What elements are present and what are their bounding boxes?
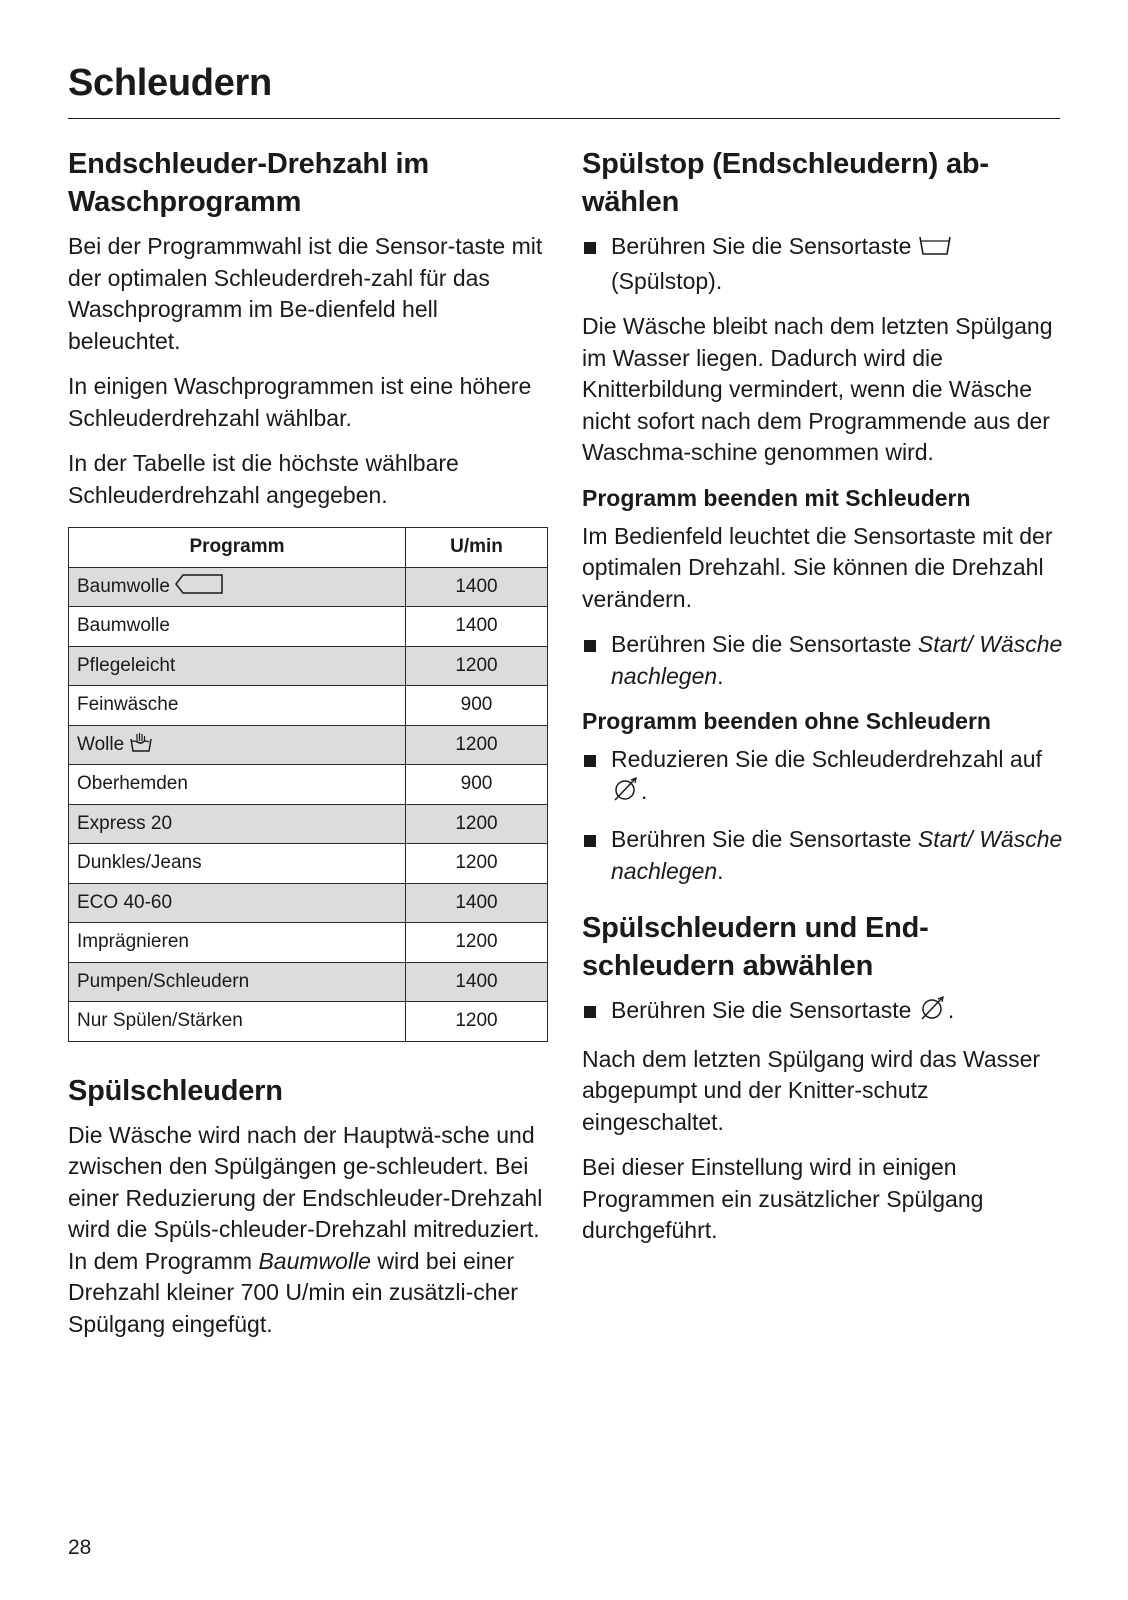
- rpm-value: 1400: [406, 567, 548, 607]
- paragraph: In einigen Waschprogrammen ist eine höhere Schleuderdrehzahl wählbar.: [68, 373, 532, 431]
- table-row: [69, 923, 548, 963]
- rpm-value: 1400: [406, 962, 548, 1002]
- table-row: [69, 607, 548, 647]
- bullet-square-icon: [584, 1006, 596, 1018]
- program-name: Feinwäsche: [69, 686, 406, 726]
- program-name: Imprägnieren: [69, 923, 406, 963]
- paragraph: Die Wäsche wird nach der Hauptwä-sche und zwischen den Spülgängen ge-schleudert. Bei einer Reduzierung der Endschleuder-Drehzahl wird die Spüls-chleuder-Drehzahl mitreduziert. In dem Programm Baumwolle wird bei einer Drehzahl kleiner 700 U/min ein zusätzli-cher Spülgang eingefügt.: [68, 1121, 543, 1337]
- rpm-value: 900: [406, 765, 548, 805]
- rinse-hold-icon: [918, 233, 952, 266]
- table-row: [69, 765, 548, 805]
- page-number: 28: [68, 1536, 92, 1559]
- rpm-value: 1200: [406, 804, 548, 844]
- table-row: [69, 844, 548, 884]
- instruction-bullet: Reduzieren Sie die Schleuderdrehzahl auf .: [582, 744, 1064, 810]
- rpm-value: 1200: [406, 725, 548, 765]
- right-column: [582, 145, 1064, 1261]
- no-spin-icon: [918, 995, 948, 1030]
- program-name: Dunkles/Jeans: [69, 844, 406, 884]
- section-heading-spuelschleudern: Spülschleudern: [68, 1074, 283, 1107]
- instruction-bullet: Berühren Sie die Sensortaste Start/ Wäsche nachlegen.: [582, 824, 1064, 887]
- program-name: Wolle: [77, 733, 125, 755]
- section-heading-spuelstop: Spülstop (Endschleudern) ab- wählen: [582, 148, 989, 218]
- program-name: Express 20: [69, 804, 406, 844]
- program-name: Baumwolle: [77, 575, 170, 597]
- paragraph: In der Tabelle ist die höchste wählbare Schleuderdrehzahl angegeben.: [68, 450, 459, 508]
- rpm-value: 900: [406, 686, 548, 726]
- paragraph: Bei der Programmwahl ist die Sensor-taste mit der optimalen Schleuderdreh-zahl für das Waschprogramm im Be-dienfeld hell beleuchtet.: [68, 233, 543, 354]
- program-name: Baumwolle: [69, 607, 406, 647]
- instruction-bullet: Berühren Sie die Sensortaste Start/ Wäsche nachlegen.: [582, 629, 1064, 692]
- rpm-value: 1200: [406, 923, 548, 963]
- bullet-square-icon: [584, 640, 596, 652]
- table-row: [69, 725, 548, 765]
- table-row: [69, 883, 548, 923]
- spin-speed-table: [68, 527, 548, 1042]
- section-heading-endschleuder: Endschleuder-Drehzahl im Waschprogramm: [68, 148, 429, 218]
- rpm-value: 1200: [406, 646, 548, 686]
- paragraph: Im Bedienfeld leuchtet die Sensortaste mit der optimalen Drehzahl. Sie können die Drehzahl verändern.: [582, 522, 1053, 612]
- bullet-square-icon: [584, 835, 596, 847]
- paragraph: Die Wäsche bleibt nach dem letzten Spülgang im Wasser liegen. Dadurch wird die Knitterbildung vermindert, wenn die Wäsche nicht sofort nach dem Programmende aus der Waschma-schine genommen wird.: [582, 313, 1053, 465]
- paragraph: Bei dieser Einstellung wird in einigen Programmen ein zusätzlicher Spülgang durchgeführt.: [582, 1154, 984, 1243]
- table-row: [69, 1002, 548, 1042]
- left-column: [68, 145, 548, 1354]
- table-row: [69, 804, 548, 844]
- program-name: Pflegeleicht: [69, 646, 406, 686]
- table-row: [69, 567, 548, 607]
- table-row: [69, 686, 548, 726]
- baumwolle-program-icon: [175, 573, 225, 601]
- bullet-square-icon: [584, 755, 596, 767]
- bullet-square-icon: [584, 242, 596, 254]
- no-spin-icon: [611, 776, 641, 811]
- rpm-value: 1200: [406, 844, 548, 884]
- instruction-bullet: Berühren Sie die Sensortaste (Spülstop).: [582, 231, 1064, 297]
- program-name: ECO 40-60: [69, 883, 406, 923]
- subheading-mit-schleudern: Programm beenden mit Schleudern: [582, 484, 971, 511]
- title-divider: [68, 118, 1060, 119]
- table-row: [69, 646, 548, 686]
- column-header-programm: Programm: [69, 528, 406, 568]
- program-name: Pumpen/Schleudern: [69, 962, 406, 1002]
- paragraph: Nach dem letzten Spülgang wird das Wasser abgepumpt und der Knitter-schutz eingeschaltet.: [582, 1045, 1041, 1135]
- rpm-value: 1200: [406, 1002, 548, 1042]
- program-name: Oberhemden: [69, 765, 406, 805]
- rpm-value: 1400: [406, 607, 548, 647]
- table-row: [69, 962, 548, 1002]
- page-title: Schleudern: [68, 62, 272, 104]
- section-heading-spuelschleudern-end: Spülschleudern und End- schleudern abwählen: [582, 912, 929, 982]
- instruction-bullet: Berühren Sie die Sensortaste .: [582, 995, 1064, 1030]
- subheading-ohne-schleudern: Programm beenden ohne Schleudern: [582, 708, 991, 734]
- hand-wash-icon: [129, 731, 153, 759]
- column-header-umin: U/min: [406, 528, 548, 568]
- rpm-value: 1400: [406, 883, 548, 923]
- program-name: Nur Spülen/Stärken: [69, 1002, 406, 1042]
